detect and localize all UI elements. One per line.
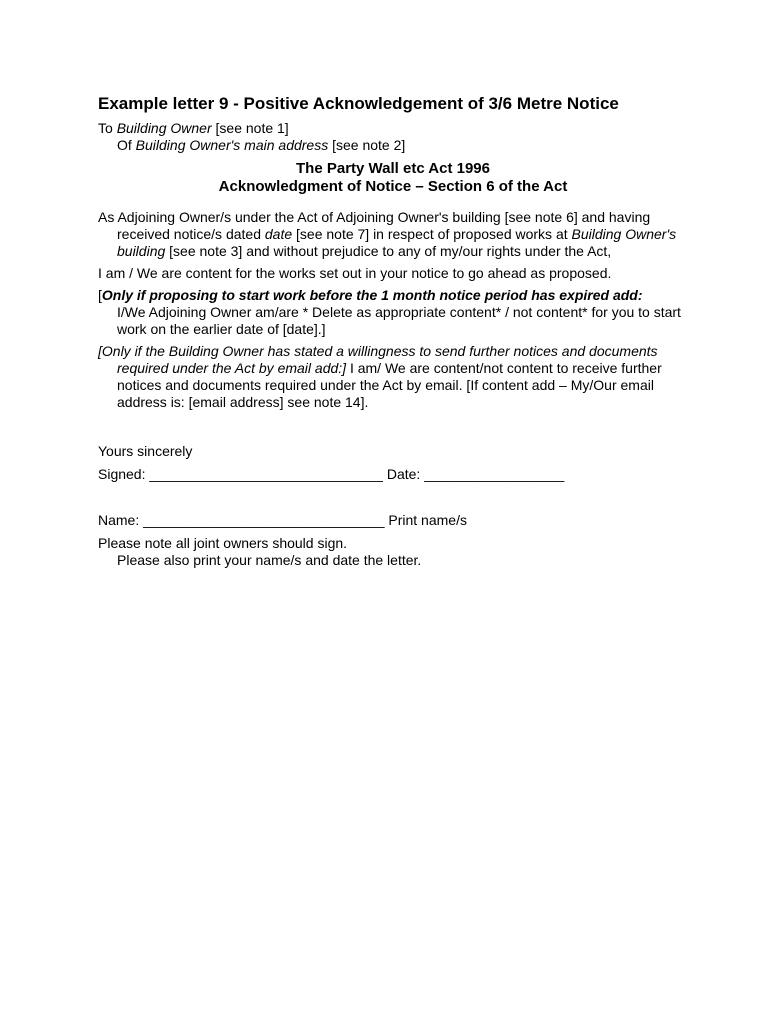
closing: Yours sincerely bbox=[98, 443, 193, 459]
para-1-building: Building Owner's building bbox=[117, 226, 677, 259]
of-role: Building Owner's main address bbox=[135, 137, 329, 153]
early-start-condition: Only if proposing to start work before the 1 month notice period has expired add: bbox=[101, 287, 643, 303]
para-1-date: date bbox=[264, 226, 293, 242]
heading-block bbox=[98, 160, 688, 196]
to-role: Building Owner bbox=[116, 120, 212, 136]
para-1-a: As Adjoining Owner/s under the Act of Adjoining Owner's building [see note 6] and having received notice/s dated bbox=[98, 209, 651, 242]
of-note: [see note 2] bbox=[328, 137, 406, 153]
to-line bbox=[98, 120, 688, 137]
letter-title: Example letter 9 - Positive Acknowledgement of 3/6 Metre Notice bbox=[98, 94, 619, 113]
to-prefix: To bbox=[98, 120, 117, 136]
section-heading: Acknowledgment of Notice – Section 6 of the Act bbox=[218, 178, 568, 195]
letter-page bbox=[98, 94, 688, 569]
para-1-b: [see note 7] in respect of proposed works at bbox=[292, 226, 572, 242]
paragraph-adjoining-owner bbox=[98, 209, 688, 260]
of-line bbox=[98, 137, 688, 154]
paragraph-content: I am / We are content for the works set out in your notice to go ahead as proposed. bbox=[98, 265, 612, 281]
paragraph-email bbox=[98, 343, 688, 411]
email-condition: [Only if the Building Owner has stated a willingness to send further notices and documents required under the Act by email add:] bbox=[98, 343, 658, 376]
of-prefix: Of bbox=[117, 137, 136, 153]
early-start-bracket: [ bbox=[98, 287, 102, 303]
joint-owners-note: Please note all joint owners should sign. bbox=[98, 535, 348, 551]
early-start-body: I/We Adjoining Owner am/are * Delete as appropriate content* / not content* for you to start work on the earlier date of [date].] bbox=[117, 304, 681, 337]
para-1-c: [see note 3] and without prejudice to any of my/our rights under the Act, bbox=[165, 243, 612, 259]
spacer bbox=[98, 483, 688, 512]
act-heading: The Party Wall etc Act 1996 bbox=[296, 160, 490, 177]
email-body: I am/ We are content/not content to receive further notices and documents required under the Act by email. [If content add – My/Our email address is: [email address] see note 14]. bbox=[117, 360, 662, 410]
print-name-note: Please also print your name/s and date the letter. bbox=[117, 552, 422, 568]
early-start-heading bbox=[98, 287, 688, 304]
spacer bbox=[98, 411, 688, 443]
paragraph-early-start bbox=[98, 287, 688, 338]
to-note: [see note 1] bbox=[211, 120, 289, 136]
name-line: Name: _______________________________ Print name/s bbox=[98, 512, 467, 528]
signed-date-line: Signed: ______________________________ Date: __________________ bbox=[98, 466, 565, 482]
